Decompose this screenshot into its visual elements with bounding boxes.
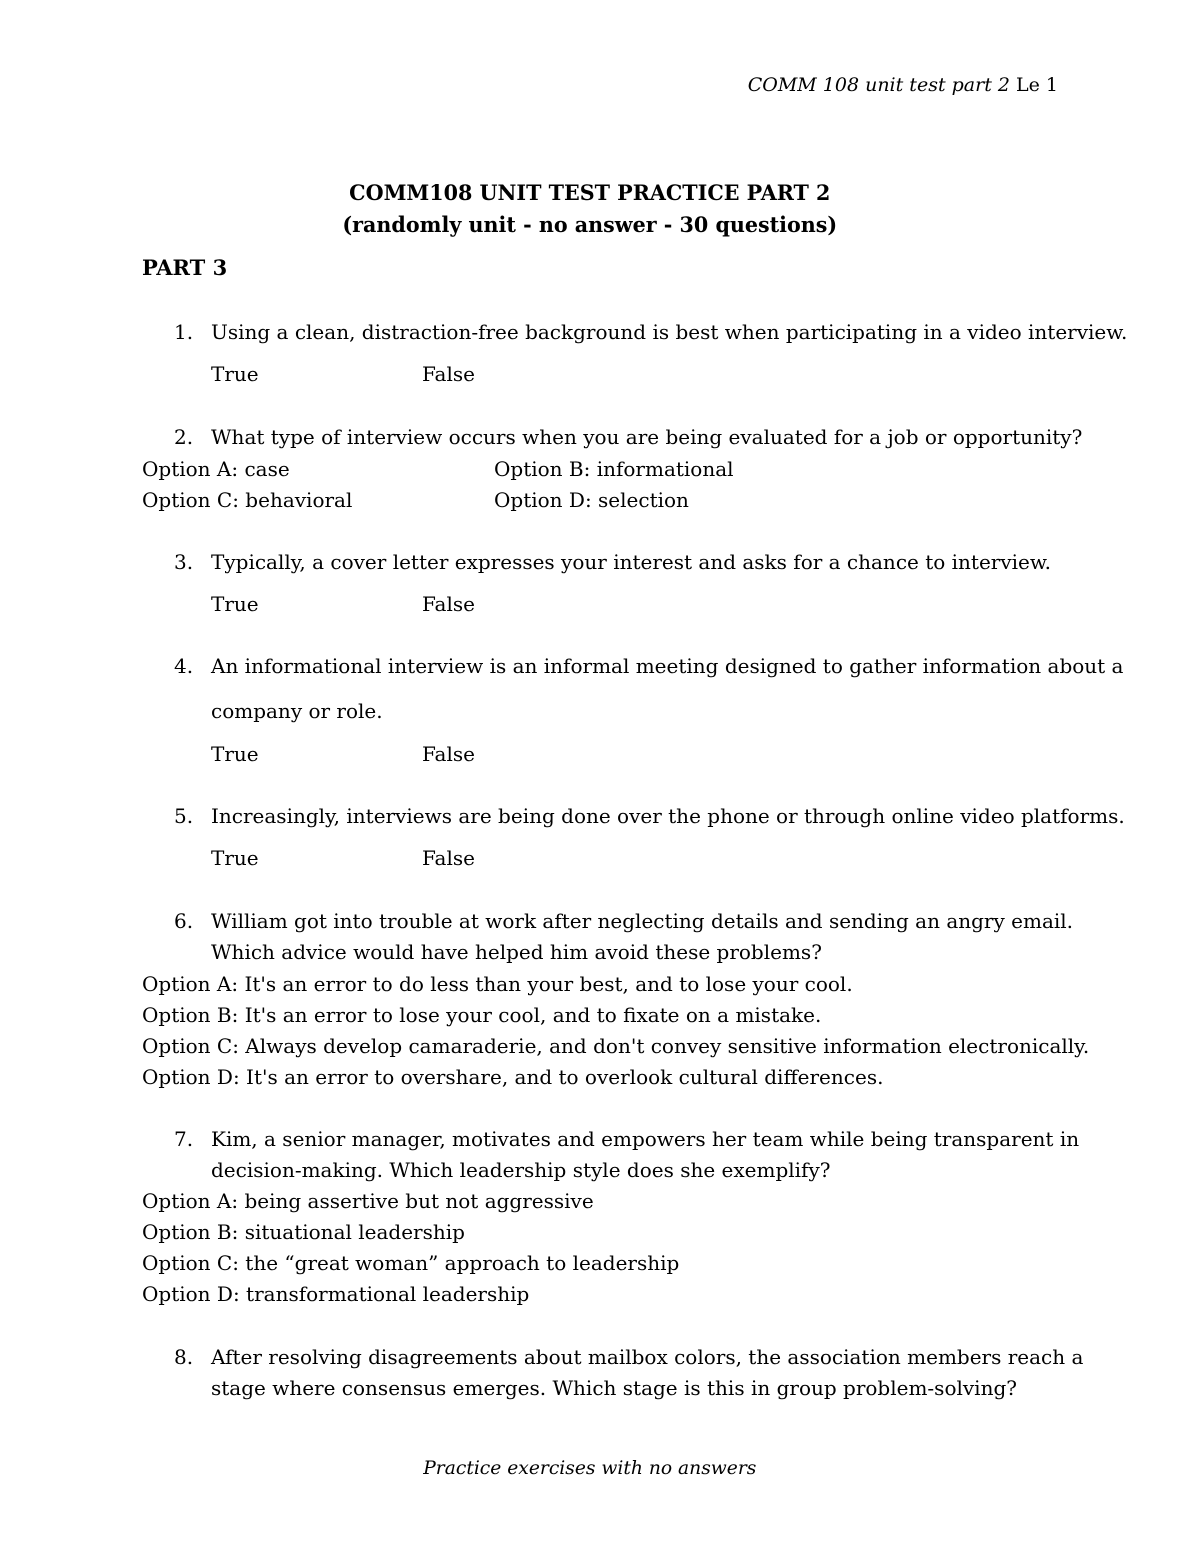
option-c: Option C: behavioral: [142, 488, 353, 512]
question-number: 3.: [174, 550, 194, 574]
section-heading: PART 3: [142, 255, 228, 280]
option-a: Option A: being assertive but not aggressive: [142, 1189, 594, 1213]
question-number: 6.: [174, 909, 194, 933]
question-number: 5.: [174, 804, 194, 828]
page-footer: Practice exercises with no answers: [423, 1457, 757, 1479]
true-choice: True: [211, 742, 259, 766]
option-b: Option B: situational leadership: [142, 1220, 465, 1244]
option-d: Option D: It's an error to overshare, and to overlook cultural differences.: [142, 1065, 884, 1089]
document-subtitle: (randomly unit - no answer - 30 questions): [342, 212, 838, 237]
question-text-continued: stage where consensus emerges. Which stage is this in group problem-solving?: [211, 1376, 1017, 1400]
option-c: Option C: Always develop camaraderie, and don't convey sensitive information electronically.: [142, 1034, 1090, 1058]
option-a: Option A: case: [142, 457, 290, 481]
question-number: 8.: [174, 1345, 194, 1369]
false-choice: False: [422, 742, 475, 766]
false-choice: False: [422, 592, 475, 616]
question-number: 7.: [174, 1127, 194, 1151]
option-d: Option D: selection: [494, 488, 689, 512]
running-header: [748, 76, 1058, 95]
question-text: Kim, a senior manager, motivates and empowers her team while being transparent in: [211, 1127, 1080, 1151]
option-b: Option B: It's an error to lose your cool, and to fixate on a mistake.: [142, 1003, 822, 1027]
question-text: Using a clean, distraction-free background is best when participating in a video interview.: [211, 320, 1128, 344]
document-title: COMM108 UNIT TEST PRACTICE PART 2: [349, 180, 831, 205]
false-choice: False: [422, 362, 475, 386]
question-text-continued: company or role.: [211, 699, 383, 723]
true-choice: True: [211, 592, 259, 616]
option-b: Option B: informational: [494, 457, 734, 481]
true-choice: True: [211, 362, 259, 386]
true-choice: True: [211, 846, 259, 870]
author-page-number: Le 1: [1016, 74, 1058, 96]
question-text: What type of interview occurs when you are being evaluated for a job or opportunity?: [211, 425, 1083, 449]
false-choice: False: [422, 846, 475, 870]
question-text: William got into trouble at work after neglecting details and sending an angry email.: [211, 909, 1074, 933]
option-c: Option C: the “great woman” approach to leadership: [142, 1251, 680, 1275]
question-text-continued: decision-making. Which leadership style does she exemplify?: [211, 1158, 831, 1182]
question-text: After resolving disagreements about mailbox colors, the association members reach a: [211, 1345, 1084, 1369]
question-number: 4.: [174, 654, 194, 678]
question-text: Typically, a cover letter expresses your interest and asks for a chance to interview.: [211, 550, 1051, 574]
question-number: 1.: [174, 320, 194, 344]
question-text-continued: Which advice would have helped him avoid these problems?: [211, 940, 822, 964]
question-text: Increasingly, interviews are being done over the phone or through online video platforms.: [211, 804, 1125, 828]
question-text: An informational interview is an informal meeting designed to gather information about a: [211, 654, 1124, 678]
running-title: COMM 108 unit test part 2: [747, 74, 1010, 96]
option-a: Option A: It's an error to do less than your best, and to lose your cool.: [142, 972, 853, 996]
question-number: 2.: [174, 425, 194, 449]
option-d: Option D: transformational leadership: [142, 1282, 530, 1306]
